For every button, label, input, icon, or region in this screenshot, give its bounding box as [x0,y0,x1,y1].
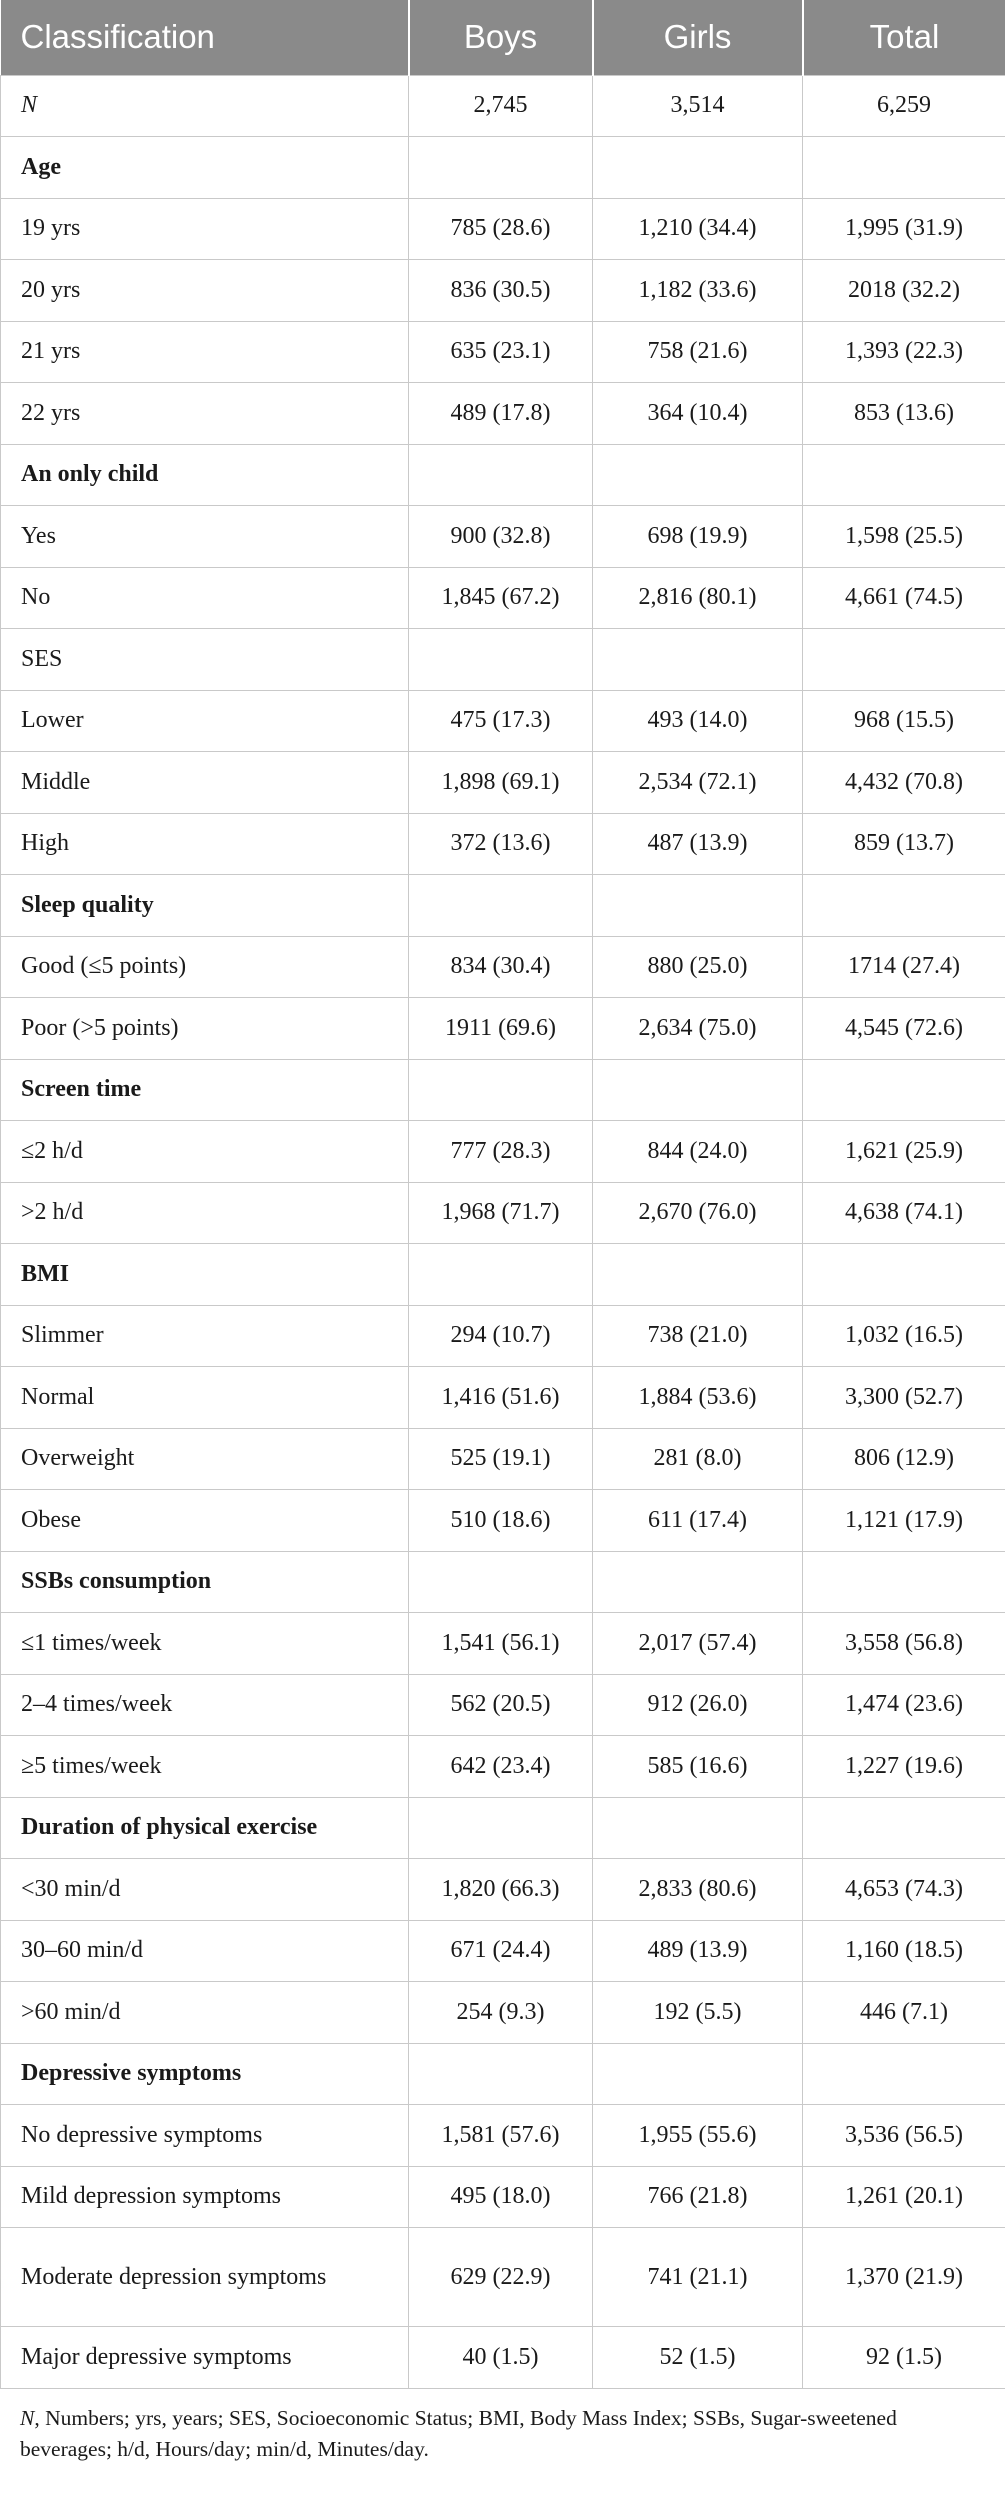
row-label: BMI [1,1244,409,1306]
cell-boys: 489 (17.8) [409,383,593,445]
table-row [1,1305,1005,1367]
row-label: High [1,813,409,875]
table-row [1,260,1005,322]
cell-girls: 611 (17.4) [593,1490,803,1552]
row-label: N [1,75,409,137]
header-row [1,0,1005,75]
cell-boys: 1,820 (66.3) [409,1859,593,1921]
cell-total: 3,536 (56.5) [803,2105,1005,2167]
cell-total: 3,558 (56.8) [803,1613,1005,1675]
cell-total: 4,432 (70.8) [803,752,1005,814]
row-label: 22 yrs [1,383,409,445]
cell-boys [409,629,593,691]
cell-total [803,444,1005,506]
cell-total [803,1059,1005,1121]
row-label: Good (≤5 points) [1,936,409,998]
cell-girls: 766 (21.8) [593,2166,803,2228]
table-row [1,567,1005,629]
cell-boys: 475 (17.3) [409,690,593,752]
category-row [1,1551,1005,1613]
header-total: Total [869,18,940,56]
header-classification: Classification [1,0,409,75]
category-row [1,137,1005,199]
header-girls: Girls [593,0,803,75]
cell-boys: 1,968 (71.7) [409,1182,593,1244]
cell-total: 4,545 (72.6) [803,998,1005,1060]
cell-total: 4,653 (74.3) [803,1859,1005,1921]
cell-girls: 364 (10.4) [593,383,803,445]
cell-boys: 777 (28.3) [409,1121,593,1183]
cell-girls: 2,816 (80.1) [593,567,803,629]
cell-girls [593,1797,803,1859]
cell-girls: 3,514 [593,75,803,137]
row-label: No [1,567,409,629]
cell-total: 1,032 (16.5) [803,1305,1005,1367]
row-label: Sleep quality [1,875,409,937]
row-label: ≤2 h/d [1,1121,409,1183]
cell-boys: 372 (13.6) [409,813,593,875]
table-row [1,752,1005,814]
footnote-text: , Numbers; yrs, years; SES, Socioeconomic Status; BMI, Body Mass Index; SSBs, Sugar-sweetened beverages; h/d, Hours/day; min/d, Minutes/day. [20,2405,897,2461]
cell-girls [593,137,803,199]
row-label: Overweight [1,1428,409,1490]
row-label: Poor (>5 points) [1,998,409,1060]
cell-boys [409,1797,593,1859]
cell-total: 1,121 (17.9) [803,1490,1005,1552]
category-row [1,1059,1005,1121]
cell-total: 4,638 (74.1) [803,1182,1005,1244]
cell-boys: 1,845 (67.2) [409,567,593,629]
row-label: Normal [1,1367,409,1429]
cell-boys: 254 (9.3) [409,1982,593,2044]
row-label: 30–60 min/d [1,1920,409,1982]
row-label: Duration of physical exercise [1,1797,409,1859]
cell-girls: 489 (13.9) [593,1920,803,1982]
cell-total [803,2043,1005,2105]
cell-boys [409,875,593,937]
table-row [1,383,1005,445]
cell-total: 1714 (27.4) [803,936,1005,998]
cell-total: 1,621 (25.9) [803,1121,1005,1183]
cell-total: 2018 (32.2) [803,260,1005,322]
table-row [1,2327,1005,2389]
table-row [1,1182,1005,1244]
category-row [1,444,1005,506]
cell-total: 1,160 (18.5) [803,1920,1005,1982]
cell-girls: 585 (16.6) [593,1736,803,1798]
cell-boys: 510 (18.6) [409,1490,593,1552]
category-row [1,875,1005,937]
cell-girls: 2,833 (80.6) [593,1859,803,1921]
header-boys: Boys [409,0,593,75]
category-row [1,2043,1005,2105]
row-label: 21 yrs [1,321,409,383]
table-row [1,198,1005,260]
cell-girls: 1,210 (34.4) [593,198,803,260]
footnote-n-abbr: N [20,2405,35,2430]
cell-girls: 880 (25.0) [593,936,803,998]
table-row [1,629,1005,691]
cell-boys [409,137,593,199]
category-row [1,1244,1005,1306]
table-row [1,1490,1005,1552]
cell-total: 806 (12.9) [803,1428,1005,1490]
table-row [1,1367,1005,1429]
row-label: Slimmer [1,1305,409,1367]
cell-girls: 741 (21.1) [593,2228,803,2327]
cell-boys: 1,416 (51.6) [409,1367,593,1429]
cell-girls: 698 (19.9) [593,506,803,568]
cell-total: 6,259 [803,75,1005,137]
cell-girls: 2,017 (57.4) [593,1613,803,1675]
cell-total [803,1797,1005,1859]
cell-girls [593,875,803,937]
cell-girls: 493 (14.0) [593,690,803,752]
cell-girls: 912 (26.0) [593,1674,803,1736]
cell-boys [409,1551,593,1613]
cell-girls: 2,534 (72.1) [593,752,803,814]
table-header [1,0,1005,75]
cell-boys: 671 (24.4) [409,1920,593,1982]
cell-boys: 1,581 (57.6) [409,2105,593,2167]
cell-boys [409,1059,593,1121]
cell-girls: 487 (13.9) [593,813,803,875]
cell-total: 1,598 (25.5) [803,506,1005,568]
row-label: Age [1,137,409,199]
cell-girls: 1,884 (53.6) [593,1367,803,1429]
cell-girls [593,1059,803,1121]
cell-total: 1,227 (19.6) [803,1736,1005,1798]
cell-boys: 635 (23.1) [409,321,593,383]
cell-boys [409,2043,593,2105]
cell-total [803,137,1005,199]
cell-total: 446 (7.1) [803,1982,1005,2044]
table-row [1,1613,1005,1675]
cell-boys: 1911 (69.6) [409,998,593,1060]
row-label: Mild depression symptoms [1,2166,409,2228]
table-row [1,75,1005,137]
cell-total: 1,474 (23.6) [803,1674,1005,1736]
cell-total: 853 (13.6) [803,383,1005,445]
cell-total: 968 (15.5) [803,690,1005,752]
row-label: Depressive symptoms [1,2043,409,2105]
table-body [1,75,1005,2388]
row-label: Middle [1,752,409,814]
row-label: 20 yrs [1,260,409,322]
table-row [1,1428,1005,1490]
cell-boys [409,1244,593,1306]
row-label: SSBs consumption [1,1551,409,1613]
cell-total: 859 (13.7) [803,813,1005,875]
cell-boys: 900 (32.8) [409,506,593,568]
cell-girls: 1,182 (33.6) [593,260,803,322]
row-label: Yes [1,506,409,568]
category-row [1,1797,1005,1859]
table-row [1,1920,1005,1982]
cell-girls: 192 (5.5) [593,1982,803,2044]
cell-girls [593,629,803,691]
cell-boys: 562 (20.5) [409,1674,593,1736]
cell-total: 4,661 (74.5) [803,567,1005,629]
table-row [1,321,1005,383]
cell-girls: 281 (8.0) [593,1428,803,1490]
table-row [1,2105,1005,2167]
row-label: Lower [1,690,409,752]
cell-boys: 1,898 (69.1) [409,752,593,814]
table-row [1,2228,1005,2327]
table-row [1,1859,1005,1921]
table-row [1,506,1005,568]
cell-boys: 836 (30.5) [409,260,593,322]
cell-girls [593,1551,803,1613]
cell-total [803,875,1005,937]
table-row [1,998,1005,1060]
cell-total [803,1551,1005,1613]
cell-girls: 52 (1.5) [593,2327,803,2389]
table-row [1,813,1005,875]
table-footnote [0,2389,1005,2465]
cell-boys: 525 (19.1) [409,1428,593,1490]
row-label: Screen time [1,1059,409,1121]
table-row [1,690,1005,752]
cell-boys: 834 (30.4) [409,936,593,998]
cell-total: 3,300 (52.7) [803,1367,1005,1429]
cell-total: 1,261 (20.1) [803,2166,1005,2228]
cell-girls: 1,955 (55.6) [593,2105,803,2167]
row-label: Obese [1,1490,409,1552]
table-row [1,2166,1005,2228]
table-row [1,1736,1005,1798]
table-row [1,1121,1005,1183]
cell-girls: 738 (21.0) [593,1305,803,1367]
row-label: No depressive symptoms [1,2105,409,2167]
table-row [1,1674,1005,1736]
row-label: ≥5 times/week [1,1736,409,1798]
row-label: <30 min/d [1,1859,409,1921]
cell-total: 92 (1.5) [803,2327,1005,2389]
cell-girls: 758 (21.6) [593,321,803,383]
row-label: An only child [1,444,409,506]
row-label: SES [1,629,409,691]
cell-boys: 629 (22.9) [409,2228,593,2327]
cell-girls: 2,670 (76.0) [593,1182,803,1244]
row-label: 2–4 times/week [1,1674,409,1736]
cell-boys: 495 (18.0) [409,2166,593,2228]
cell-boys: 1,541 (56.1) [409,1613,593,1675]
cell-boys: 40 (1.5) [409,2327,593,2389]
row-label: Major depressive symptoms [1,2327,409,2389]
row-label: >2 h/d [1,1182,409,1244]
cell-boys: 642 (23.4) [409,1736,593,1798]
cell-boys: 785 (28.6) [409,198,593,260]
cell-boys [409,444,593,506]
cell-total: 1,995 (31.9) [803,198,1005,260]
cell-boys: 2,745 [409,75,593,137]
row-label: >60 min/d [1,1982,409,2044]
table-row [1,1982,1005,2044]
cell-boys: 294 (10.7) [409,1305,593,1367]
cell-total: 1,393 (22.3) [803,321,1005,383]
cell-girls [593,2043,803,2105]
cell-girls: 2,634 (75.0) [593,998,803,1060]
table-row [1,936,1005,998]
row-label: 19 yrs [1,198,409,260]
cell-total [803,1244,1005,1306]
cell-girls [593,444,803,506]
cell-girls [593,1244,803,1306]
cell-total: 1,370 (21.9) [803,2228,1005,2327]
cell-total [803,629,1005,691]
row-label: Moderate depression symptoms [1,2228,409,2327]
cell-girls: 844 (24.0) [593,1121,803,1183]
row-label: ≤1 times/week [1,1613,409,1675]
